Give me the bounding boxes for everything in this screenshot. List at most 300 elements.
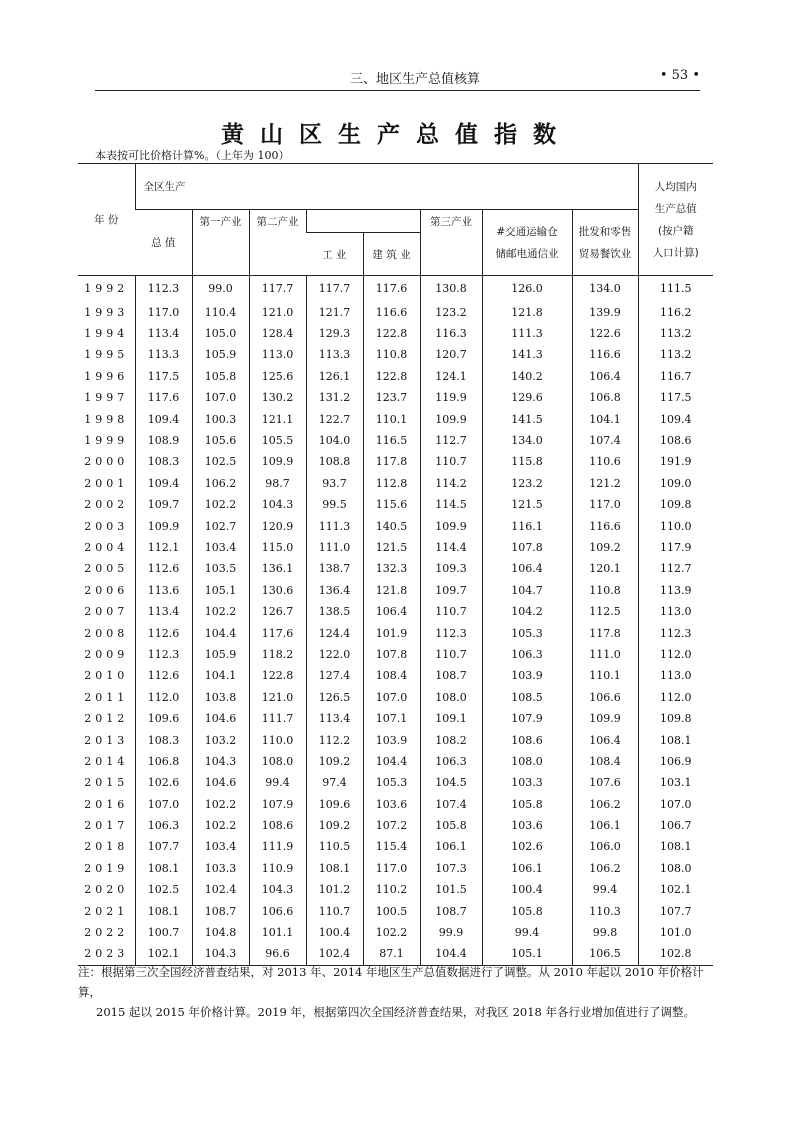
value-cell: 108.2 — [420, 729, 482, 750]
table-row — [78, 836, 713, 857]
year-cell: 1998 — [84, 412, 129, 426]
value-cell: 116.2 — [638, 302, 713, 323]
value-cell: 107.0 — [192, 387, 249, 408]
value-cell: 108.1 — [135, 858, 192, 879]
table-row — [78, 366, 713, 387]
value-cell: 111.9 — [249, 836, 306, 857]
value-cell: 111.0 — [572, 644, 638, 665]
value-cell: 107.0 — [638, 793, 713, 814]
section-title: 三、地区生产总值核算 — [350, 72, 481, 87]
value-cell: 114.4 — [420, 537, 482, 558]
header-year: 年 份 — [78, 164, 135, 276]
value-cell: 105.8 — [420, 815, 482, 836]
value-cell: 102.6 — [482, 836, 572, 857]
value-cell: 108.0 — [420, 687, 482, 708]
value-cell: 109.9 — [572, 708, 638, 729]
value-cell: 115.0 — [249, 537, 306, 558]
header-per-capita-line3: (按户籍 — [657, 224, 694, 237]
value-cell: 99.9 — [420, 922, 482, 943]
value-cell: 112.0 — [135, 687, 192, 708]
value-cell: 127.4 — [306, 665, 363, 686]
value-cell: 115.6 — [363, 494, 420, 515]
value-cell: 106.6 — [572, 687, 638, 708]
value-cell: 108.1 — [638, 729, 713, 750]
value-cell: 108.5 — [482, 687, 572, 708]
value-cell: 112.7 — [420, 430, 482, 451]
year-cell: 2013 — [84, 733, 129, 747]
value-cell: 109.4 — [638, 408, 713, 429]
table-row — [78, 276, 713, 302]
value-cell: 121.5 — [482, 494, 572, 515]
value-cell: 110.7 — [306, 900, 363, 921]
value-cell: 122.7 — [306, 408, 363, 429]
value-cell: 114.5 — [420, 494, 482, 515]
year-cell: 1999 — [84, 434, 129, 448]
value-cell: 134.0 — [482, 430, 572, 451]
value-cell: 106.0 — [572, 836, 638, 857]
value-cell: 100.4 — [306, 922, 363, 943]
value-cell: 107.0 — [135, 793, 192, 814]
value-cell: 99.4 — [482, 922, 572, 943]
value-cell: 106.4 — [482, 558, 572, 579]
value-cell: 122.8 — [249, 665, 306, 686]
value-cell: 108.1 — [135, 900, 192, 921]
header-primary: 第一产业 — [192, 210, 249, 276]
header-trade-line2: 贸易餐饮业 — [578, 247, 632, 260]
value-cell: 106.3 — [420, 751, 482, 772]
value-cell: 129.6 — [482, 387, 572, 408]
value-cell: 123.2 — [420, 302, 482, 323]
table-row — [78, 879, 713, 900]
year-cell: 1997 — [84, 391, 129, 405]
value-cell: 110.6 — [572, 451, 638, 472]
value-cell: 116.7 — [638, 366, 713, 387]
table-row — [78, 408, 713, 429]
value-cell: 105.5 — [249, 430, 306, 451]
value-cell: 106.7 — [638, 815, 713, 836]
value-cell: 121.7 — [306, 302, 363, 323]
table-row — [78, 430, 713, 451]
value-cell: 118.2 — [249, 644, 306, 665]
value-cell: 110.7 — [420, 601, 482, 622]
value-cell: 106.4 — [572, 729, 638, 750]
value-cell: 126.0 — [482, 276, 572, 302]
value-cell: 121.8 — [363, 580, 420, 601]
header-gdp-total: 总 值 — [135, 210, 192, 276]
year-cell: 2005 — [84, 562, 129, 576]
value-cell: 136.4 — [306, 580, 363, 601]
value-cell: 110.1 — [363, 408, 420, 429]
header-industry: 工 业 — [306, 233, 363, 276]
value-cell: 139.9 — [572, 302, 638, 323]
value-cell: 104.8 — [192, 922, 249, 943]
value-cell: 93.7 — [306, 473, 363, 494]
value-cell: 103.2 — [192, 729, 249, 750]
value-cell: 108.1 — [306, 858, 363, 879]
value-cell: 109.9 — [420, 515, 482, 536]
value-cell: 104.6 — [192, 708, 249, 729]
value-cell: 112.6 — [135, 622, 192, 643]
value-cell: 121.0 — [249, 302, 306, 323]
value-cell: 117.9 — [638, 537, 713, 558]
value-cell: 100.4 — [482, 879, 572, 900]
value-cell: 99.4 — [249, 772, 306, 793]
value-cell: 117.0 — [363, 858, 420, 879]
value-cell: 101.0 — [638, 922, 713, 943]
value-cell: 123.2 — [482, 473, 572, 494]
value-cell: 109.9 — [249, 451, 306, 472]
value-cell: 113.3 — [135, 344, 192, 365]
value-cell: 109.2 — [572, 537, 638, 558]
year-cell: 2009 — [84, 647, 129, 661]
value-cell: 104.4 — [192, 622, 249, 643]
value-cell: 105.0 — [192, 323, 249, 344]
value-cell: 105.1 — [192, 580, 249, 601]
year-cell: 2004 — [84, 540, 129, 554]
value-cell: 105.6 — [192, 430, 249, 451]
value-cell: 121.1 — [249, 408, 306, 429]
value-cell: 112.3 — [420, 622, 482, 643]
table-row — [78, 772, 713, 793]
value-cell: 98.7 — [249, 473, 306, 494]
value-cell: 101.1 — [249, 922, 306, 943]
value-cell: 108.0 — [482, 751, 572, 772]
value-cell: 106.1 — [482, 858, 572, 879]
value-cell: 119.9 — [420, 387, 482, 408]
header-per-capita-line1: 人均国内 — [654, 180, 697, 193]
value-cell: 120.1 — [572, 558, 638, 579]
value-cell: 108.7 — [192, 900, 249, 921]
value-cell: 108.4 — [363, 665, 420, 686]
table-row — [78, 708, 713, 729]
value-cell: 106.8 — [135, 751, 192, 772]
table-row — [78, 451, 713, 472]
value-cell: 103.4 — [192, 537, 249, 558]
value-cell: 102.2 — [192, 793, 249, 814]
table-row — [78, 793, 713, 814]
value-cell: 113.9 — [638, 580, 713, 601]
value-cell: 106.2 — [192, 473, 249, 494]
value-cell: 141.5 — [482, 408, 572, 429]
value-cell: 122.8 — [363, 366, 420, 387]
value-cell: 105.8 — [482, 793, 572, 814]
value-cell: 124.4 — [306, 622, 363, 643]
table-row — [78, 687, 713, 708]
value-cell: 110.5 — [306, 836, 363, 857]
value-cell: 109.6 — [135, 708, 192, 729]
value-cell: 126.7 — [249, 601, 306, 622]
year-cell: 1995 — [84, 348, 129, 362]
page-number: • 53 • — [659, 68, 700, 83]
table-row — [78, 644, 713, 665]
header-trade-line1: 批发和零售 — [578, 225, 632, 238]
value-cell: 103.8 — [192, 687, 249, 708]
value-cell: 106.1 — [420, 836, 482, 857]
value-cell: 109.0 — [638, 473, 713, 494]
value-cell: 108.3 — [135, 729, 192, 750]
value-cell: 112.6 — [135, 558, 192, 579]
table-row — [78, 473, 713, 494]
value-cell: 117.6 — [249, 622, 306, 643]
value-cell: 96.6 — [249, 943, 306, 965]
year-cell: 2021 — [84, 904, 129, 918]
value-cell: 108.8 — [306, 451, 363, 472]
value-cell: 105.9 — [192, 644, 249, 665]
value-cell: 109.7 — [420, 580, 482, 601]
value-cell: 141.3 — [482, 344, 572, 365]
value-cell: 104.2 — [482, 601, 572, 622]
value-cell: 113.2 — [638, 323, 713, 344]
value-cell: 109.1 — [420, 708, 482, 729]
value-cell: 101.2 — [306, 879, 363, 900]
table-row — [78, 515, 713, 536]
value-cell: 112.3 — [135, 644, 192, 665]
value-cell: 112.1 — [135, 537, 192, 558]
year-cell: 2001 — [84, 476, 129, 490]
value-cell: 110.7 — [420, 451, 482, 472]
year-cell: 2011 — [84, 690, 129, 704]
value-cell: 111.7 — [249, 708, 306, 729]
value-cell: 111.0 — [306, 537, 363, 558]
header-trade — [572, 210, 638, 276]
value-cell: 109.4 — [135, 473, 192, 494]
year-cell: 2017 — [84, 819, 129, 833]
header-transport-line1: #交通运输仓 — [496, 225, 558, 238]
value-cell: 102.7 — [192, 515, 249, 536]
value-cell: 103.3 — [192, 858, 249, 879]
value-cell: 113.0 — [638, 665, 713, 686]
header-construction: 建 筑 业 — [363, 233, 420, 276]
value-cell: 108.0 — [638, 858, 713, 879]
value-cell: 115.8 — [482, 451, 572, 472]
value-cell: 101.5 — [420, 879, 482, 900]
year-cell: 2016 — [84, 797, 129, 811]
value-cell: 117.8 — [363, 451, 420, 472]
value-cell: 109.7 — [135, 494, 192, 515]
value-cell: 107.4 — [572, 430, 638, 451]
value-cell: 128.4 — [249, 323, 306, 344]
value-cell: 104.1 — [192, 665, 249, 686]
value-cell: 117.0 — [135, 302, 192, 323]
value-cell: 105.3 — [482, 622, 572, 643]
table-row — [78, 858, 713, 879]
year-cell: 2019 — [84, 861, 129, 875]
value-cell: 102.2 — [363, 922, 420, 943]
table-subtitle: 本表按可比价格计算%。（上年为 100） — [95, 149, 290, 162]
value-cell: 116.1 — [482, 515, 572, 536]
value-cell: 122.0 — [306, 644, 363, 665]
footnote — [78, 962, 718, 1022]
value-cell: 136.1 — [249, 558, 306, 579]
table-row — [78, 494, 713, 515]
value-cell: 105.8 — [482, 900, 572, 921]
value-cell: 100.5 — [363, 900, 420, 921]
value-cell: 110.8 — [572, 580, 638, 601]
table-row — [78, 601, 713, 622]
value-cell: 106.3 — [135, 815, 192, 836]
value-cell: 111.5 — [638, 276, 713, 302]
value-cell: 112.0 — [638, 644, 713, 665]
table-row — [78, 922, 713, 943]
value-cell: 102.2 — [192, 601, 249, 622]
value-cell: 106.9 — [638, 751, 713, 772]
page-header — [95, 66, 700, 91]
value-cell: 113.6 — [135, 580, 192, 601]
value-cell: 104.0 — [306, 430, 363, 451]
value-cell: 100.7 — [135, 922, 192, 943]
value-cell: 106.4 — [363, 601, 420, 622]
value-cell: 114.2 — [420, 473, 482, 494]
value-cell: 109.8 — [638, 708, 713, 729]
year-cell: 2022 — [84, 926, 129, 940]
value-cell: 112.8 — [363, 473, 420, 494]
value-cell: 107.9 — [249, 793, 306, 814]
value-cell: 117.8 — [572, 622, 638, 643]
value-cell: 110.9 — [249, 858, 306, 879]
year-cell: 2008 — [84, 626, 129, 640]
value-cell: 102.5 — [135, 879, 192, 900]
year-cell: 2002 — [84, 498, 129, 512]
header-secondary-sub — [306, 210, 420, 233]
value-cell: 121.2 — [572, 473, 638, 494]
value-cell: 105.1 — [482, 943, 572, 965]
value-cell: 102.4 — [192, 879, 249, 900]
value-cell: 113.0 — [249, 344, 306, 365]
value-cell: 113.4 — [135, 601, 192, 622]
value-cell: 107.8 — [363, 644, 420, 665]
value-cell: 124.1 — [420, 366, 482, 387]
year-cell: 2023 — [78, 943, 135, 965]
value-cell: 116.6 — [572, 344, 638, 365]
value-cell: 117.5 — [135, 366, 192, 387]
value-cell: 112.6 — [135, 665, 192, 686]
value-cell: 107.8 — [482, 537, 572, 558]
value-cell: 113.0 — [638, 601, 713, 622]
footnote-line-1: 注：根据第三次全国经济普查结果，对 2013 年、2014 年地区生产总值数据进行了调整。从 2010 年起以 2010 年价格计算， — [78, 965, 704, 999]
value-cell: 125.6 — [249, 366, 306, 387]
value-cell: 107.2 — [363, 815, 420, 836]
value-cell: 97.4 — [306, 772, 363, 793]
footnote-line-2: 2015 起以 2015 年价格计算。2019 年，根据第四次全国经济普查结果，对我区 2018 年各行业增加值进行了调整。 — [96, 1005, 695, 1019]
value-cell: 102.2 — [192, 815, 249, 836]
value-cell: 102.1 — [638, 879, 713, 900]
value-cell: 106.6 — [249, 900, 306, 921]
table-row — [78, 580, 713, 601]
value-cell: 102.4 — [306, 943, 363, 965]
header-per-capita-line4: 人口计算) — [652, 246, 699, 259]
value-cell: 131.2 — [306, 387, 363, 408]
value-cell: 104.7 — [482, 580, 572, 601]
value-cell: 103.3 — [482, 772, 572, 793]
value-cell: 112.0 — [638, 687, 713, 708]
value-cell: 121.0 — [249, 687, 306, 708]
value-cell: 122.6 — [572, 323, 638, 344]
value-cell: 113.4 — [135, 323, 192, 344]
value-cell: 109.8 — [638, 494, 713, 515]
value-cell: 101.9 — [363, 622, 420, 643]
table-row — [78, 622, 713, 643]
value-cell: 110.0 — [638, 515, 713, 536]
value-cell: 106.5 — [572, 943, 638, 965]
value-cell: 108.6 — [638, 430, 713, 451]
value-cell: 104.3 — [192, 751, 249, 772]
table-row — [78, 537, 713, 558]
table-row — [78, 558, 713, 579]
value-cell: 140.5 — [363, 515, 420, 536]
value-cell: 116.5 — [363, 430, 420, 451]
value-cell: 104.5 — [420, 772, 482, 793]
year-cell: 2012 — [84, 712, 129, 726]
value-cell: 108.6 — [249, 815, 306, 836]
value-cell: 117.5 — [638, 387, 713, 408]
header-secondary: 第二产业 — [249, 210, 306, 276]
value-cell: 108.9 — [135, 430, 192, 451]
value-cell: 104.4 — [420, 943, 482, 965]
value-cell: 110.4 — [192, 302, 249, 323]
value-cell: 108.1 — [638, 836, 713, 857]
value-cell: 117.7 — [249, 276, 306, 302]
value-cell: 109.3 — [420, 558, 482, 579]
value-cell: 106.8 — [572, 387, 638, 408]
value-cell: 121.8 — [482, 302, 572, 323]
year-cell: 1994 — [84, 327, 129, 341]
value-cell: 191.9 — [638, 451, 713, 472]
value-cell: 102.6 — [135, 772, 192, 793]
gdp-index-table — [78, 163, 713, 966]
value-cell: 107.6 — [572, 772, 638, 793]
year-cell: 2007 — [84, 605, 129, 619]
value-cell: 109.4 — [135, 408, 192, 429]
header-per-capita-line2: 生产总值 — [654, 202, 697, 215]
value-cell: 111.3 — [482, 323, 572, 344]
value-cell: 102.1 — [135, 943, 192, 965]
value-cell: 107.7 — [638, 900, 713, 921]
value-cell: 112.3 — [135, 276, 192, 302]
table-row — [78, 665, 713, 686]
value-cell: 108.0 — [249, 751, 306, 772]
value-cell: 106.2 — [572, 858, 638, 879]
value-cell: 116.6 — [363, 302, 420, 323]
value-cell: 117.0 — [572, 494, 638, 515]
table-row — [78, 751, 713, 772]
year-cell: 2020 — [84, 883, 129, 897]
header-transport — [482, 210, 572, 276]
value-cell: 103.9 — [363, 729, 420, 750]
value-cell: 110.2 — [363, 879, 420, 900]
value-cell: 104.4 — [363, 751, 420, 772]
header-gdp-group: 全区生产 — [135, 164, 638, 210]
year-cell: 1996 — [84, 369, 129, 383]
value-cell: 105.9 — [192, 344, 249, 365]
value-cell: 126.5 — [306, 687, 363, 708]
value-cell: 105.3 — [363, 772, 420, 793]
value-cell: 107.7 — [135, 836, 192, 857]
value-cell: 111.3 — [306, 515, 363, 536]
table-row — [78, 900, 713, 921]
value-cell: 104.3 — [192, 943, 249, 965]
value-cell: 110.1 — [572, 665, 638, 686]
year-cell: 2003 — [84, 519, 129, 533]
header-per-capita — [638, 164, 713, 276]
value-cell: 102.5 — [192, 451, 249, 472]
value-cell: 112.5 — [572, 601, 638, 622]
year-cell: 2015 — [84, 776, 129, 790]
value-cell: 120.9 — [249, 515, 306, 536]
value-cell: 134.0 — [572, 276, 638, 302]
table-row — [78, 323, 713, 344]
year-cell: 2014 — [84, 754, 129, 768]
value-cell: 107.1 — [363, 708, 420, 729]
